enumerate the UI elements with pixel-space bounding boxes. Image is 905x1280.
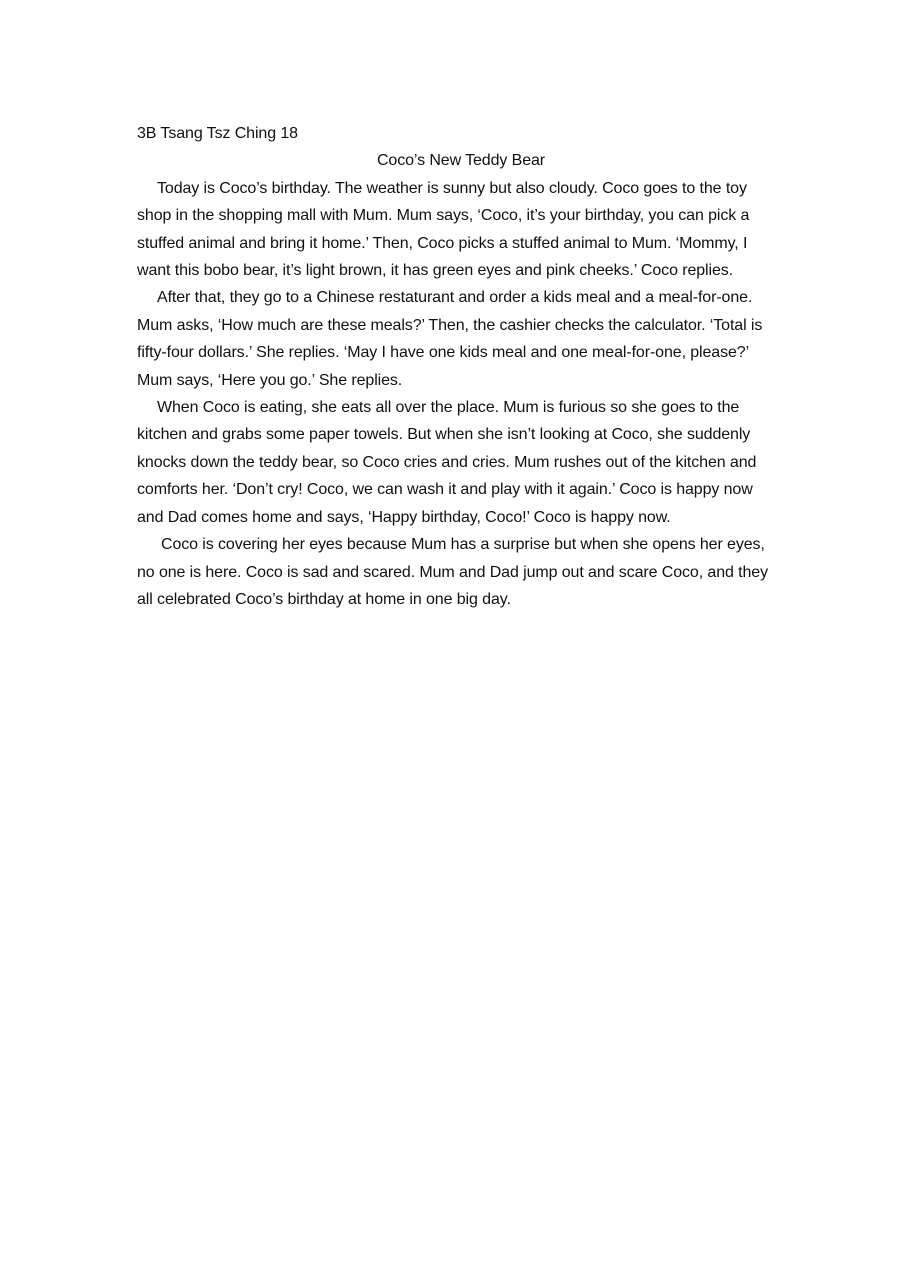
paragraph-3: When Coco is eating, she eats all over the place. Mum is furious so she goes to the kitchen and grabs some paper towels. But when she isn’t looking at Coco, she suddenly knocks down the teddy bear, so Coco cries and cries. Mum rushes out of the kitchen and comforts her. ‘Don’t cry! Coco, we can wash it and play with it again.’ Coco is happy now and Dad comes home and says, ‘Happy birthday, Coco!’ Coco is happy now.	[137, 399, 757, 526]
paragraph-2: After that, they go to a Chinese restaturant and order a kids meal and a meal-for-one. Mum asks, ‘How much are these meals?’ Then, the cashier checks the calculator. ‘Total is fifty-four dollars.’ She replies. ‘May I have one kids meal and one meal-for-one, please?’ Mum says, ‘Here you go.’ She replies.	[137, 289, 763, 389]
story-title: Coco’s New Teddy Bear	[376, 152, 546, 170]
student-header: 3B Tsang Tsz Ching 18	[137, 125, 298, 142]
document-page	[137, 120, 777, 613]
paragraph-1: Today is Coco’s birthday. The weather is sunny but also cloudy. Coco goes to the toy shop in the shopping mall with Mum. Mum says, ‘Coco, it’s your birthday, you can pick a stuffed animal and bring it home.’ Then, Coco picks a stuffed animal to Mum. ‘Mommy, I want this bobo bear, it’s light brown, it has green eyes and pink cheeks.’ Coco replies.	[137, 179, 750, 280]
paragraph-4: Coco is covering her eyes because Mum has a surprise but when she opens her eyes, no one is here. Coco is sad and scared. Mum and Dad jump out and scare Coco, and they all celebrated Coco’s birthday at home in one big day.	[137, 536, 768, 608]
